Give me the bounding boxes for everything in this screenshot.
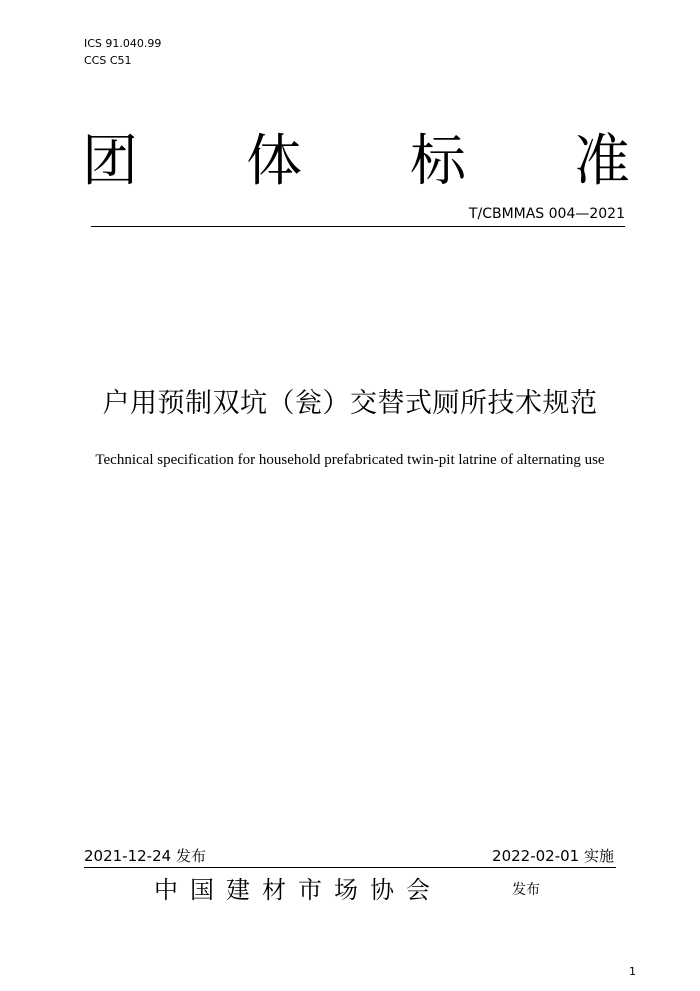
title-english: Technical specification for household prefabricated twin-pit latrine of alternating use [95, 452, 605, 468]
ccs-code: CCS C51 [84, 54, 132, 67]
category-char-2: 体 [246, 129, 302, 194]
title-chinese: 户用预制双坑（瓮）交替式厕所技术规范 [102, 388, 598, 419]
page-number: 1 [629, 965, 636, 978]
category-char-1: 团 [82, 129, 138, 194]
issuer-name: 中国建材市场协会 [154, 876, 442, 904]
publish-date: 2021-12-24 发布 [84, 847, 206, 865]
category-char-4: 准 [574, 129, 630, 194]
implement-date: 2022-02-01 实施 [492, 847, 614, 865]
footer-divider [84, 867, 616, 868]
category-char-3: 标 [410, 129, 466, 194]
ics-code: ICS 91.040.99 [84, 37, 162, 50]
issuer-action: 发布 [512, 882, 540, 898]
standard-number: T/CBMMAS 004—2021 [468, 206, 625, 222]
header-divider [91, 226, 625, 227]
